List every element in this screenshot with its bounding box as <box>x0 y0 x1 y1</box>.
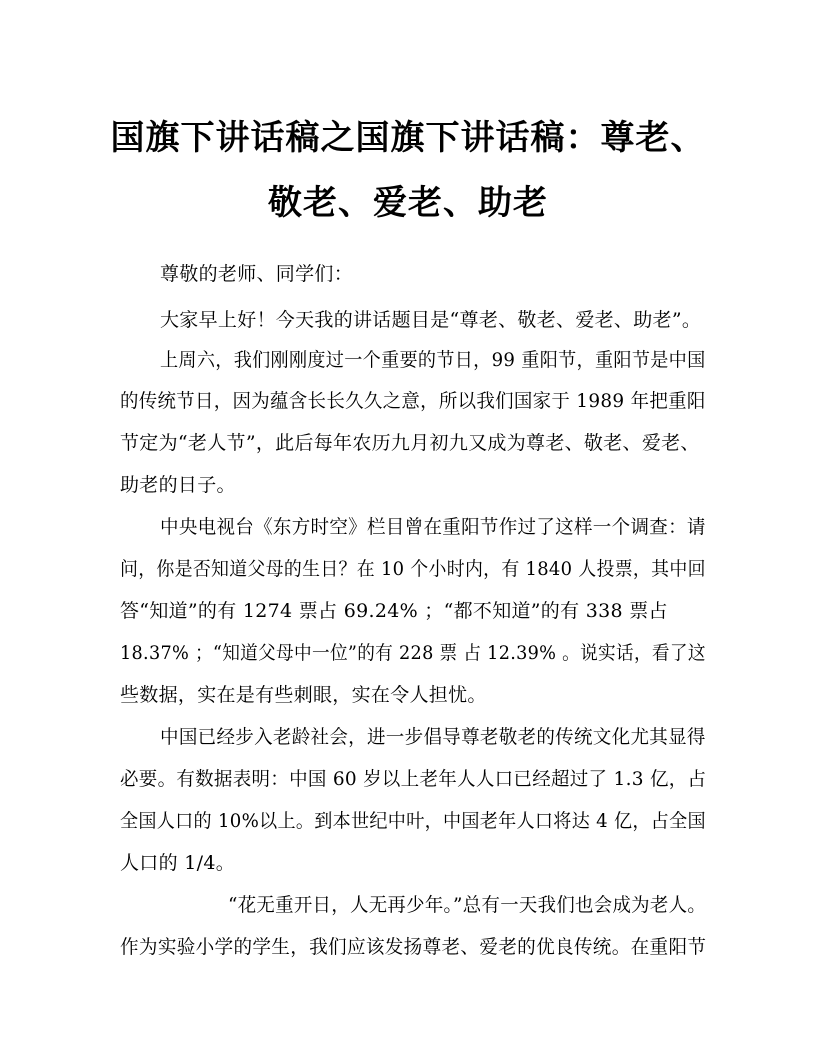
body-line: 答“知道”的有 1274 票占 69.24% ；“都不知道”的有 338 票占 <box>120 600 668 622</box>
body-line: 人口的 1/4。 <box>120 852 236 874</box>
body-line: 18.37% ；“知道父母中一位”的有 228 票 占 12.39% 。说实话，看了这 <box>120 642 706 664</box>
body-line: 节定为“老人节”，此后每年农历九月初九又成为尊老、敬老、爱老、 <box>120 432 700 454</box>
body-line: 些数据，实在是有些刺眼，实在令人担忧。 <box>120 684 487 706</box>
body-line: 中国已经步入老龄社会，进一步倡导尊老敬老的传统文化尤其显得 <box>160 726 706 748</box>
body-line: 作为实验小学的学生，我们应该发扬尊老、爱老的优良传统。在重阳节 <box>120 936 707 958</box>
document-title-line-1: 国旗下讲话稿之国旗下讲话稿：尊老、 <box>110 118 706 158</box>
body-line: 全国人口的 10%以上。到本世纪中叶，中国老年人口将达 4 亿，占全国 <box>120 810 706 832</box>
body-line: 必要。有数据表明：中国 60 岁以上老年人人口已经超过了 1.3 亿，占 <box>120 768 707 790</box>
body-line: 助老的日子。 <box>120 474 236 496</box>
body-line-salutation: 尊敬的老师、同学们： <box>160 263 354 285</box>
body-line: 上周六，我们刚刚度过一个重要的节日，99 重阳节，重阳节是中国 <box>160 349 706 371</box>
document-title-line-2: 敬老、爱老、助老 <box>268 183 548 223</box>
body-line: 的传统节日，因为蕴含长长久久之意，所以我们国家于 1989 年把重阳 <box>120 390 706 412</box>
body-line-quote: “花无重开日，人无再少年。”总有一天我们也会成为老人。 <box>228 894 707 916</box>
body-line: 中央电视台《东方时空》栏目曾在重阳节作过了这样一个调查：请 <box>160 516 706 538</box>
body-line-greeting: 大家早上好！今天我的讲话题目是“尊老、敬老、爱老、助老”。 <box>160 309 702 331</box>
body-line: 问，你是否知道父母的生日？在 10 个小时内，有 1840 人投票，其中回 <box>120 558 706 580</box>
